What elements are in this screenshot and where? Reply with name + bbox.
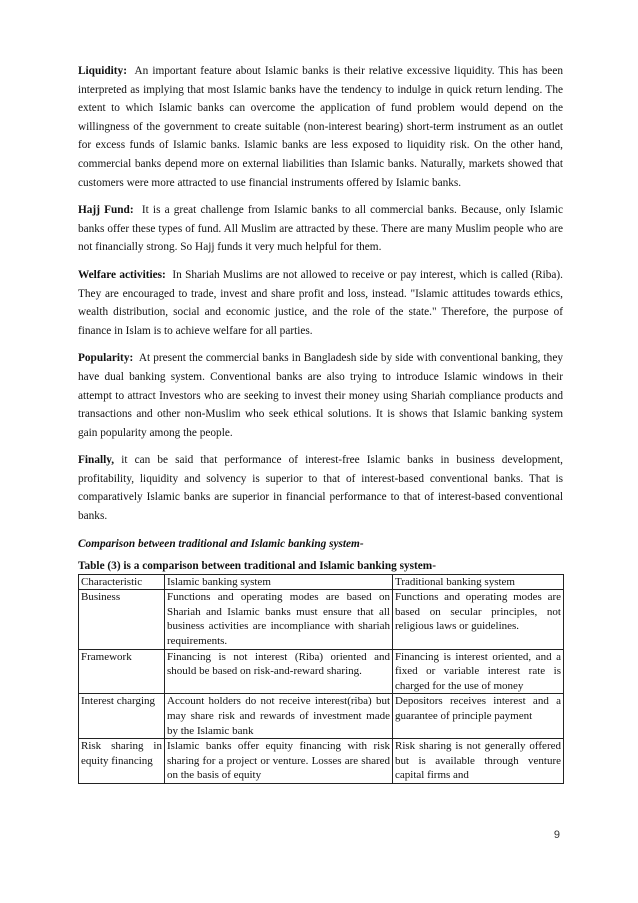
paragraph-label: Hajj Fund: — [78, 204, 134, 217]
page-content — [78, 62, 563, 784]
cell-traditional: Functions and operating modes are based on secular principles, not religious laws or guidelines. — [393, 590, 564, 649]
cell-traditional: Financing is interest oriented, and a fixed or variable interest rate is charged for the use of money — [393, 649, 564, 694]
paragraph-text: It is a great challenge from Islamic banks to all commercial banks. Because, only Islamic banks offer these types of fund. All Muslim are attracted by these. There are many Muslim people who are not financially strong. So Hajj funds it very much helpful for them. — [78, 204, 563, 254]
paragraph-liquidity — [78, 62, 563, 192]
cell-islamic: Financing is not interest (Riba) oriented and should be based on risk-and-reward sharing. — [165, 649, 393, 694]
paragraph-hajj-fund — [78, 201, 563, 257]
paragraph-label: Finally, — [78, 454, 115, 467]
page-number: 9 — [553, 829, 560, 841]
paragraph-finally — [78, 451, 563, 525]
paragraph-label: Liquidity: — [78, 65, 127, 77]
paragraph-label: Welfare activities: — [78, 268, 166, 281]
paragraph-text: At present the commercial banks in Bangladesh side by side with conventional banking, they have dual banking system. Conventional banks are also trying to introduce Islamic windows in their attempt to attract Investors who are seeking to invest their money using Shariah compliance products and transactions and other non-Muslim who seek ethical solutions. It is shows that Islamic banking system gain popularity among the people. — [78, 352, 563, 439]
header-traditional: Traditional banking system — [393, 574, 564, 590]
cell-islamic: Functions and operating modes are based on Shariah and Islamic banks must ensure that all business activities are incompliance with shariah requirements. — [165, 590, 393, 649]
table-header-row — [79, 574, 564, 590]
cell-traditional: Risk sharing is not generally offered but is available through venture capital firms and — [393, 739, 564, 784]
paragraph-label: Popularity: — [78, 352, 134, 365]
table-row — [79, 590, 564, 649]
cell-characteristic: Business — [79, 590, 165, 649]
paragraph-text: it can be said that performance of interest-free Islamic banks in business development, profitability, liquidity and solvency is superior to that of interest-based conventional banks. That is comparatively Islamic banks are superior in financial performance to that of interest-based conventional banks. — [78, 454, 563, 523]
cell-characteristic: Framework — [79, 649, 165, 694]
cell-characteristic: Interest charging — [79, 694, 165, 739]
paragraph-popularity — [78, 349, 563, 442]
cell-islamic: Account holders do not receive interest(riba) but may share risk and rewards of investment made by the Islamic bank — [165, 694, 393, 739]
section-heading: Comparison between traditional and Islamic banking system- — [78, 537, 364, 550]
cell-islamic: Islamic banks offer equity financing with risk sharing for a project or venture. Losses are shared on the basis of equity — [165, 739, 393, 784]
cell-characteristic: Risk sharing in equity financing — [79, 739, 165, 784]
table-row — [79, 694, 564, 739]
cell-traditional: Depositors receives interest and a guarantee of principle payment — [393, 694, 564, 739]
comparison-table — [78, 574, 564, 784]
header-islamic: Islamic banking system — [165, 574, 393, 590]
table-caption: Table (3) is a comparison between traditional and Islamic banking system- — [78, 559, 436, 572]
paragraph-text: An important feature about Islamic banks is their relative excessive liquidity. This has been interpreted as implying that most Islamic banks have the tendency to indulge in quick return lending. The extent to which Islamic banks can overcome the application of fund problem would depend on the willingness of the government to create suitable (non-interest bearing) short-term instrument as an outlet for excess funds of Islamic banks. Islamic banks are less exposed to liquidity risk. On the other hand, commercial banks depend more on external liabilities than Islamic banks. Naturally, markets showed that customers were more attracted to use financial instruments offered by Islamic banks. — [78, 65, 563, 189]
table-row — [79, 649, 564, 694]
paragraph-text: In Shariah Muslims are not allowed to receive or pay interest, which is called (Riba). They are encouraged to trade, invest and share profit and loss, instead. "Islamic attitudes towards ethics, wealth distribution, social and economic justice, and the role of the state." Therefore, the purpose of finance in Islam is to achieve welfare for all parties. — [78, 268, 564, 337]
table-row — [79, 739, 564, 784]
header-characteristic: Characteristic — [79, 574, 165, 590]
paragraph-welfare-activities — [78, 266, 563, 340]
